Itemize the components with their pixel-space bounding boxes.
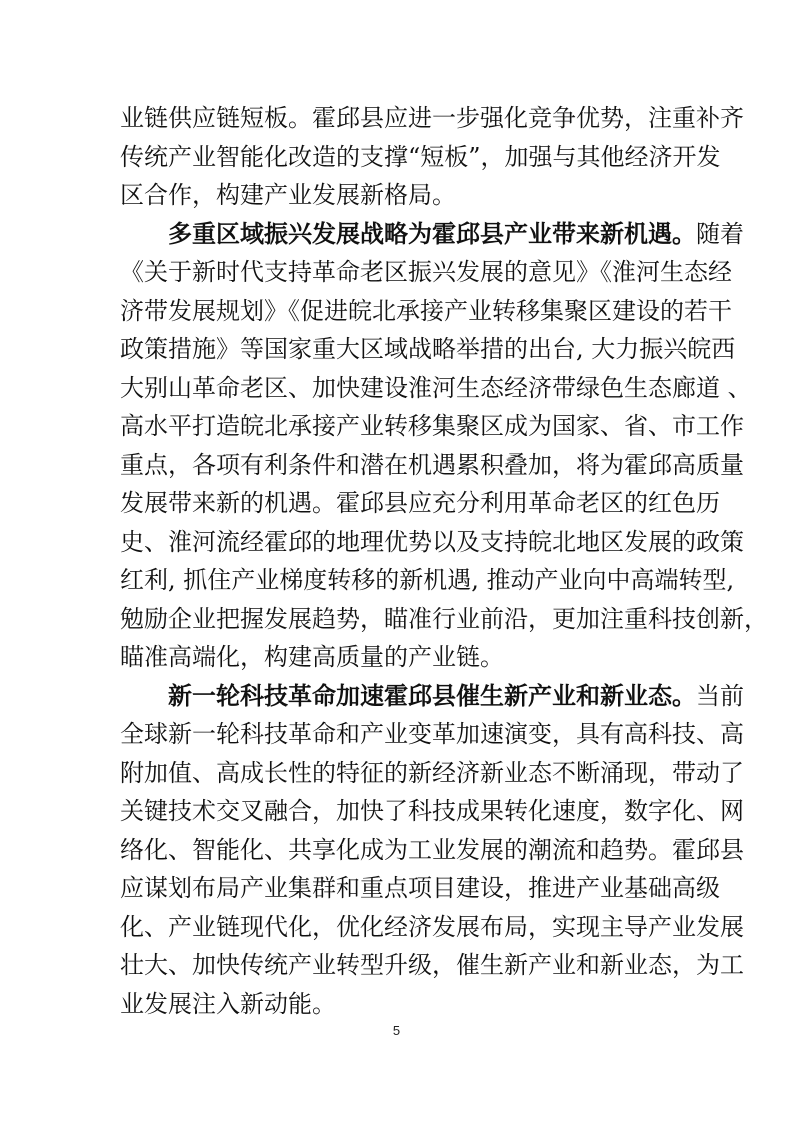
- paragraph-2-line: 发展带来新的机遇。霍邱县应充分利用革命老区的红色历: [120, 489, 720, 517]
- paragraph-2-line: 高水平打造皖北承接产业转移集聚区成为国家、省、市工作: [120, 412, 744, 440]
- paragraph-2-line: 重点，各项有利条件和潜在机遇累积叠加，将为霍邱高质量: [120, 450, 744, 479]
- paragraph-2-first-line: [168, 217, 744, 251]
- paragraph-1-line: 传统产业智能化改造的支撑“短板”，加强与其他经济开发: [120, 142, 721, 171]
- paragraph-3-line: 关键技术交叉融合，加快了科技成果转化速度，数字化、网: [120, 797, 744, 825]
- paragraph-3-line: 壮大、加快传统产业转型升级，催生新产业和新业态，为工: [120, 951, 744, 979]
- paragraph-3-line: 业发展注入新动能。: [120, 989, 336, 1018]
- paragraph-3-line: 全球新一轮科技革命和产业变革加速演变，具有高科技、高: [120, 720, 744, 748]
- paragraph-3-heading: 新一轮科技革命加速霍邱县催生新产业和新业态。: [168, 681, 696, 710]
- paragraph-2-heading: 多重区域振兴发展战略为霍邱县产业带来新机遇。: [168, 219, 696, 248]
- paragraph-1-line: 区合作，构建产业发展新格局。: [120, 181, 456, 209]
- paragraph-2-line: 大别山革命老区、加快建设淮河生态经济带绿色生态廊道 、: [120, 373, 752, 402]
- paragraph-3-line: 络化、智能化、共享化成为工业发展的潮流和趋势。霍邱县: [120, 835, 744, 864]
- paragraph-2-line: 瞄准高端化，构建高质量的产业链。: [120, 643, 504, 671]
- paragraph-2-line: 勉励企业把握发展趋势，瞄准行业前沿，更加注重科技创新，: [120, 604, 768, 633]
- paragraph-2-line: 政策措施》等国家重大区域战略举措的出台, 大力振兴皖西: [120, 335, 736, 363]
- paragraph-1-line: 业链供应链短板。霍邱县应进一步强化竞争优势，注重补齐: [120, 104, 744, 132]
- paragraph-3-first-line-tail: 当前: [696, 681, 744, 710]
- paragraph-3-first-line: [168, 679, 744, 713]
- page-number: 5: [392, 1023, 401, 1038]
- paragraph-2-line: 红利, 抓住产业梯度转移的新机遇, 推动产业向中高端转型,: [120, 566, 735, 594]
- paragraph-3-line: 应谋划布局产业集群和重点项目建设，推进产业基础高级: [120, 874, 720, 902]
- paragraph-3-line: 化、产业链现代化，优化经济发展布局，实现主导产业发展: [120, 912, 744, 941]
- paragraph-3-line: 附加值、高成长性的特征的新经济新业态不断涌现，带动了: [120, 758, 744, 787]
- paragraph-2-line: 济带发展规划》《促进皖北承接产业转移集聚区建设的若干: [120, 296, 732, 325]
- paragraph-2-first-line-tail: 随着: [696, 219, 744, 248]
- paragraph-2-line: 史、淮河流经霍邱的地理优势以及支持皖北地区发展的政策: [120, 527, 744, 556]
- paragraph-2-line: 《关于新时代支持革命老区振兴发展的意见》《淮河生态经: [120, 258, 732, 286]
